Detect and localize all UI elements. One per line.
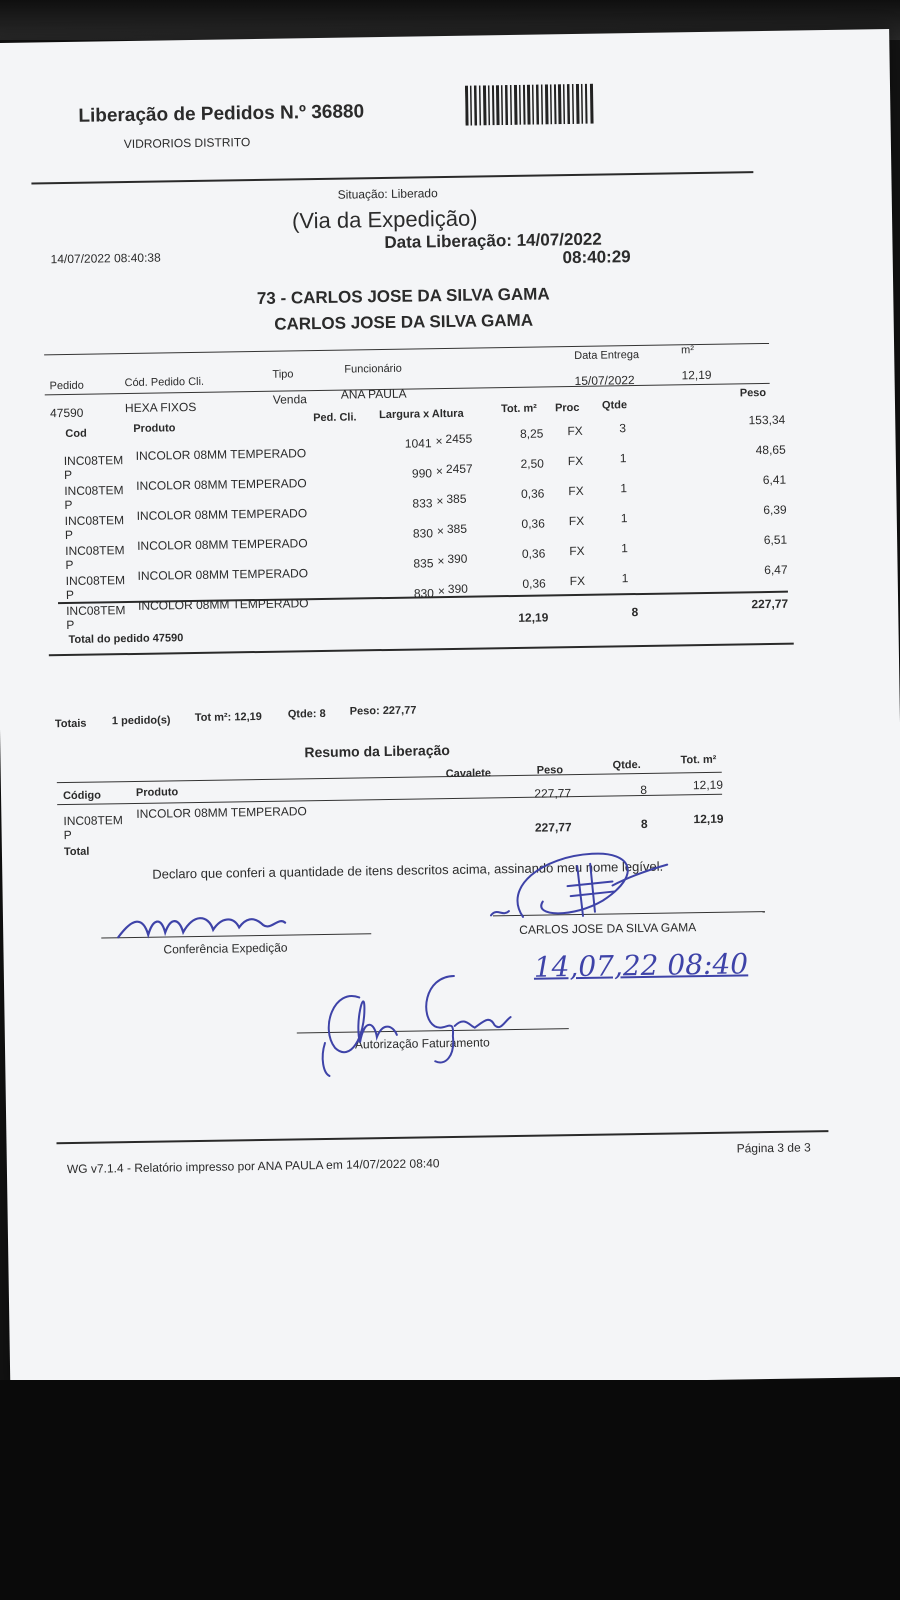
client-name: CARLOS JOSE DA SILVA GAMA bbox=[274, 310, 534, 334]
summary-col-produto: Produto bbox=[135, 786, 179, 799]
times-separator: × bbox=[435, 434, 443, 449]
situation: Situação: Liberado bbox=[337, 186, 438, 202]
item-cod: INC08TEM bbox=[64, 513, 125, 529]
item-tot-m2: 0,36 bbox=[521, 516, 545, 531]
summary-col-peso: Peso bbox=[536, 764, 564, 777]
item-product: INCOLOR 08MM TEMPERADO bbox=[136, 506, 308, 523]
summary-product: INCOLOR 08MM TEMPERADO bbox=[136, 804, 307, 821]
times-separator: × bbox=[436, 494, 444, 509]
handwritten-date: 14,07,22 08:40 bbox=[533, 947, 749, 984]
summary-col-qtde: Qtde. bbox=[612, 759, 641, 772]
order-total-m2: 12,19 bbox=[518, 610, 549, 625]
copy-label: (Via da Expedição) bbox=[291, 205, 478, 234]
divider bbox=[49, 643, 794, 657]
summary-col-cavalete: Cavalete bbox=[445, 767, 492, 781]
item-product: INCOLOR 08MM TEMPERADO bbox=[137, 536, 308, 553]
release-time: 08:40:29 bbox=[562, 247, 631, 268]
item-width: 835 bbox=[413, 556, 434, 571]
summary-tot-m2: 12,19 bbox=[692, 777, 724, 793]
summary-title: Resumo da Liberação bbox=[304, 742, 451, 761]
item-qtde: 1 bbox=[621, 541, 629, 556]
footer-page: Página 3 de 3 bbox=[736, 1140, 811, 1156]
totals-label: Totais bbox=[54, 717, 87, 731]
item-cod-suffix: P bbox=[63, 467, 73, 483]
item-qtde: 1 bbox=[619, 451, 627, 466]
item-cod: INC08TEM bbox=[64, 483, 124, 499]
item-height: 390 bbox=[447, 581, 468, 597]
item-cod-suffix: P bbox=[64, 497, 73, 513]
item-tot-m2: 0,36 bbox=[520, 486, 545, 501]
order-number: 47590 bbox=[49, 405, 84, 421]
col-qtde: Qtde bbox=[601, 399, 628, 412]
summary-cod1: INC08TEM bbox=[63, 813, 123, 829]
summary-total-m2: 12,19 bbox=[693, 811, 724, 827]
order-m2: 12,19 bbox=[681, 367, 712, 383]
divider bbox=[57, 772, 722, 783]
item-qtde: 1 bbox=[620, 511, 628, 526]
item-qtde: 1 bbox=[621, 571, 629, 586]
item-weight: 6,51 bbox=[763, 532, 788, 548]
col-ped-cli: Ped. Cli. bbox=[313, 411, 357, 425]
col-produto: Produto bbox=[133, 422, 176, 435]
print-datetime: 14/07/2022 08:40:38 bbox=[50, 250, 161, 267]
order-total-qtde: 8 bbox=[631, 605, 639, 620]
item-tot-m2: 8,25 bbox=[519, 426, 544, 441]
item-tot-m2: 0,36 bbox=[522, 576, 546, 591]
summary-col-tot-m2: Tot. m² bbox=[680, 753, 717, 767]
col-pedido: Pedido bbox=[49, 379, 84, 393]
col-dimensions: Largura x Altura bbox=[379, 407, 464, 422]
declaration-text: Declaro que conferi a quantidade de itens descritos acima, assinando meu nome legível. bbox=[152, 858, 664, 882]
col-m2: m² bbox=[681, 344, 695, 357]
totals-qtde: Qtde: 8 bbox=[287, 707, 326, 721]
col-cod: Cod bbox=[65, 427, 87, 441]
item-width: 833 bbox=[412, 496, 433, 511]
item-cod: INC08TEM bbox=[65, 573, 126, 589]
item-weight: 6,47 bbox=[764, 562, 788, 578]
signature-label-client: CARLOS JOSE DA SILVA GAMA bbox=[519, 920, 697, 937]
item-width: 830 bbox=[413, 586, 435, 601]
item-qtde: 1 bbox=[620, 481, 628, 496]
item-width: 1041 bbox=[404, 436, 432, 451]
footer-printed-by: WG v7.1.4 - Relatório impresso por ANA PAULA em 14/07/2022 08:40 bbox=[66, 1156, 440, 1177]
item-proc: FX bbox=[568, 483, 584, 499]
times-separator: × bbox=[435, 464, 444, 479]
company-name: VIDRORIOS DISTRITO bbox=[123, 135, 251, 152]
item-height: 2457 bbox=[445, 461, 473, 477]
item-weight: 6,39 bbox=[763, 502, 787, 518]
summary-qtde: 8 bbox=[640, 782, 648, 798]
item-product: INCOLOR 08MM TEMPERADO bbox=[135, 446, 307, 463]
order-employee: ANA PAULA bbox=[340, 386, 407, 402]
summary-total-qtde: 8 bbox=[640, 816, 648, 832]
signature-label-autorizacao: Autorização Faturamento bbox=[354, 1035, 490, 1052]
item-cod-suffix: P bbox=[64, 527, 74, 543]
item-height: 390 bbox=[447, 551, 468, 567]
item-cod: INC08TEM bbox=[65, 543, 125, 559]
times-separator: × bbox=[436, 524, 445, 539]
col-funcionario: Funcionário bbox=[344, 362, 402, 376]
document-page bbox=[0, 29, 900, 1391]
summary-cod2: P bbox=[63, 827, 72, 843]
item-proc: FX bbox=[569, 543, 585, 559]
barcode-icon bbox=[465, 84, 596, 126]
totals-orders: 1 pedido(s) bbox=[111, 714, 171, 728]
item-qtde: 3 bbox=[619, 421, 627, 436]
item-proc: FX bbox=[567, 453, 584, 469]
divider bbox=[56, 1130, 828, 1144]
totals-peso: Peso: 227,77 bbox=[349, 704, 417, 718]
item-width: 990 bbox=[411, 466, 433, 481]
summary-total-peso: 227,77 bbox=[534, 820, 572, 835]
order-total-peso: 227,77 bbox=[751, 596, 789, 612]
handwritten-signature-client bbox=[482, 844, 683, 927]
divider bbox=[44, 343, 769, 355]
summary-peso: 227,77 bbox=[534, 786, 572, 801]
order-client-code: HEXA FIXOS bbox=[124, 399, 197, 416]
item-height: 385 bbox=[446, 491, 467, 507]
col-tipo: Tipo bbox=[272, 368, 294, 381]
item-height: 2455 bbox=[445, 431, 473, 447]
times-separator: × bbox=[437, 554, 445, 569]
item-product: INCOLOR 08MM TEMPERADO bbox=[137, 596, 309, 613]
times-separator: × bbox=[437, 584, 446, 599]
item-product: INCOLOR 08MM TEMPERADO bbox=[137, 566, 309, 583]
item-tot-m2: 0,36 bbox=[521, 546, 546, 561]
client-code-name: 73 - CARLOS JOSE DA SILVA GAMA bbox=[256, 284, 550, 308]
order-type: Venda bbox=[272, 392, 308, 407]
item-cod-suffix: P bbox=[66, 617, 75, 633]
item-cod: INC08TEM bbox=[66, 603, 126, 619]
order-total-label: Total do pedido 47590 bbox=[68, 632, 184, 646]
totals-m2: Tot m²: 12,19 bbox=[194, 710, 262, 725]
item-tot-m2: 2,50 bbox=[520, 456, 544, 471]
document-title: Liberação de Pedidos N.º 36880 bbox=[78, 101, 365, 127]
item-weight: 48,65 bbox=[755, 442, 786, 458]
summary-total-label: Total bbox=[63, 845, 90, 859]
item-cod-suffix: P bbox=[65, 587, 75, 603]
col-proc: Proc bbox=[554, 401, 580, 415]
col-cod-pedido: Cód. Pedido Cli. bbox=[124, 375, 205, 390]
item-product: INCOLOR 08MM TEMPERADO bbox=[136, 476, 307, 493]
divider bbox=[31, 171, 753, 184]
background-bottom bbox=[0, 1380, 900, 1600]
col-data-entrega: Data Entrega bbox=[574, 348, 640, 363]
signature-label-conferencia: Conferência Expedição bbox=[163, 940, 288, 957]
handwritten-signature-conferencia bbox=[113, 904, 294, 943]
item-height: 385 bbox=[446, 521, 468, 537]
release-date: Data Liberação: 14/07/2022 bbox=[384, 229, 602, 252]
item-proc: FX bbox=[569, 573, 586, 589]
item-cod: INC08TEM bbox=[63, 453, 124, 469]
item-weight: 153,34 bbox=[748, 412, 786, 428]
summary-col-codigo: Código bbox=[62, 789, 102, 803]
item-proc: FX bbox=[567, 423, 583, 439]
col-tot-m2: Tot. m² bbox=[500, 402, 537, 416]
order-delivery-date: 15/07/2022 bbox=[574, 373, 635, 388]
item-width: 830 bbox=[412, 526, 434, 541]
handwritten-signature-autorizacao bbox=[304, 965, 526, 1078]
item-weight: 6,41 bbox=[762, 472, 787, 488]
col-peso: Peso bbox=[739, 386, 767, 400]
item-cod-suffix: P bbox=[65, 557, 74, 573]
item-proc: FX bbox=[568, 513, 585, 529]
